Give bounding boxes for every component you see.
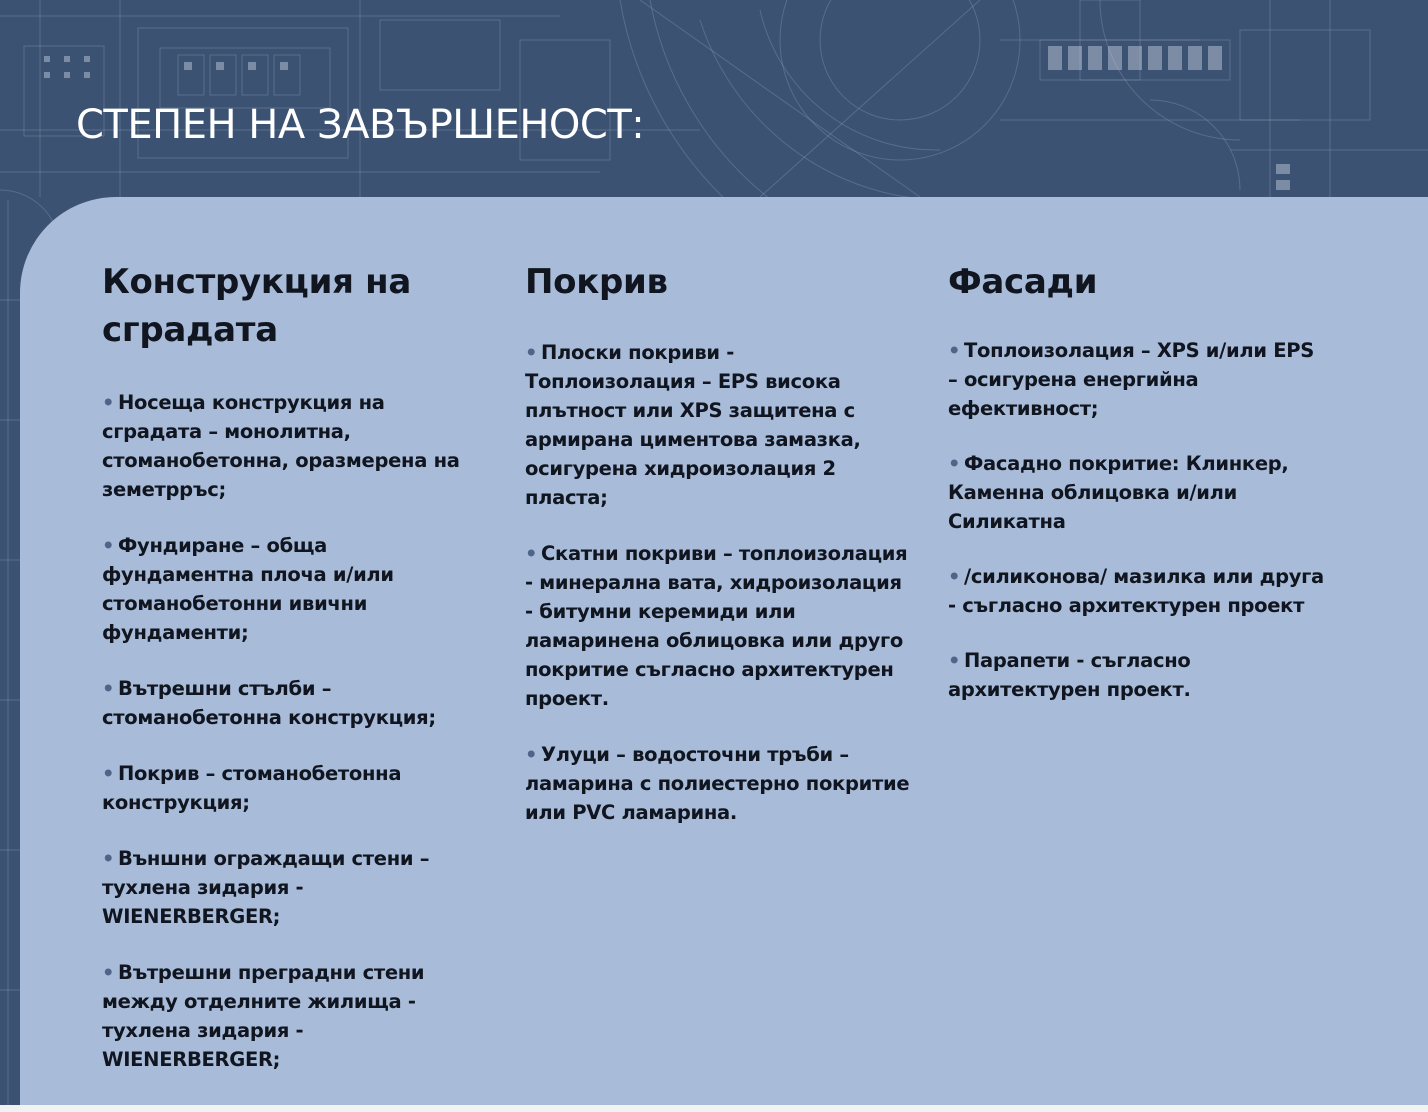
item-text: Топлоизолация – XPS и/или EPS – осигурена енергийна ефективност; <box>948 339 1314 420</box>
item-text: Парапети - съгласно архитектурен проект. <box>948 649 1191 701</box>
list-item <box>102 759 482 817</box>
item-list <box>525 338 910 827</box>
bullet-icon: • <box>102 847 115 870</box>
list-item <box>102 844 482 931</box>
bullet-icon: • <box>102 762 115 785</box>
list-item <box>102 388 482 504</box>
item-text: Скатни покриви – топлоизолация - минерална вата, хидроизолация - битумни керемиди или ламаринена облицовка или друго покритие съгласно архитектурен проект. <box>525 542 908 710</box>
list-item <box>948 562 1328 620</box>
item-list <box>948 336 1328 704</box>
bullet-icon: • <box>102 677 115 700</box>
item-text: Вътрешни стълби – стоманобетонна конструкция; <box>102 677 436 729</box>
bullet-icon: • <box>525 341 538 364</box>
item-text: Фасадно покритие: Клинкер, Каменна облицовка и/или Силикатна <box>948 452 1289 533</box>
list-item <box>102 674 482 732</box>
column-roof <box>525 258 910 854</box>
item-text: Вътрешни преградни стени между отделните жилища - тухлена зидария - WIENERBERGER; <box>102 961 425 1071</box>
list-item <box>948 336 1328 423</box>
item-text: Покрив – стоманобетонна конструкция; <box>102 762 402 814</box>
bullet-icon: • <box>102 961 115 984</box>
list-item <box>102 531 482 647</box>
bullet-icon: • <box>525 542 538 565</box>
list-item <box>948 449 1328 536</box>
list-item <box>525 338 910 512</box>
bullet-icon: • <box>525 743 538 766</box>
list-item <box>102 958 482 1074</box>
item-text: Улуци – водосточни тръби – ламарина с полиестерно покритие или PVC ламарина. <box>525 743 910 824</box>
column-heading: Конструкция на сградата <box>102 262 412 350</box>
column-facades <box>948 258 1328 730</box>
item-text: Фундиране – обща фундаментна плоча и/или стоманобетонни ивични фундаменти; <box>102 534 394 644</box>
bullet-icon: • <box>102 391 115 414</box>
column-heading: Покрив <box>525 262 668 302</box>
item-list <box>102 388 482 1074</box>
item-text: Носеща конструкция на сградата – монолитна, стоманобетонна, оразмерена на земетрръс; <box>102 391 460 501</box>
list-item <box>525 539 910 713</box>
item-text: Външни ограждащи стени – тухлена зидария - WIENERBERGER; <box>102 847 430 928</box>
item-text: Плоски покриви - Топлоизолация – EPS висока плътност или XPS защитена с армирана циментова замазка, осигурена хидроизолация 2 пласта; <box>525 341 861 509</box>
bullet-icon: • <box>948 649 961 672</box>
list-item <box>525 740 910 827</box>
column-heading: Фасади <box>948 262 1098 302</box>
item-text: /силиконова/ мазилка или друга - съгласно архитектурен проект <box>948 565 1324 617</box>
list-item <box>948 646 1328 704</box>
bullet-icon: • <box>948 452 961 475</box>
bullet-icon: • <box>948 565 961 588</box>
column-construction <box>102 258 482 1101</box>
bullet-icon: • <box>948 339 961 362</box>
page-title: СТЕПЕН НА ЗАВЪРШЕНОСТ: <box>76 102 645 148</box>
bullet-icon: • <box>102 534 115 557</box>
